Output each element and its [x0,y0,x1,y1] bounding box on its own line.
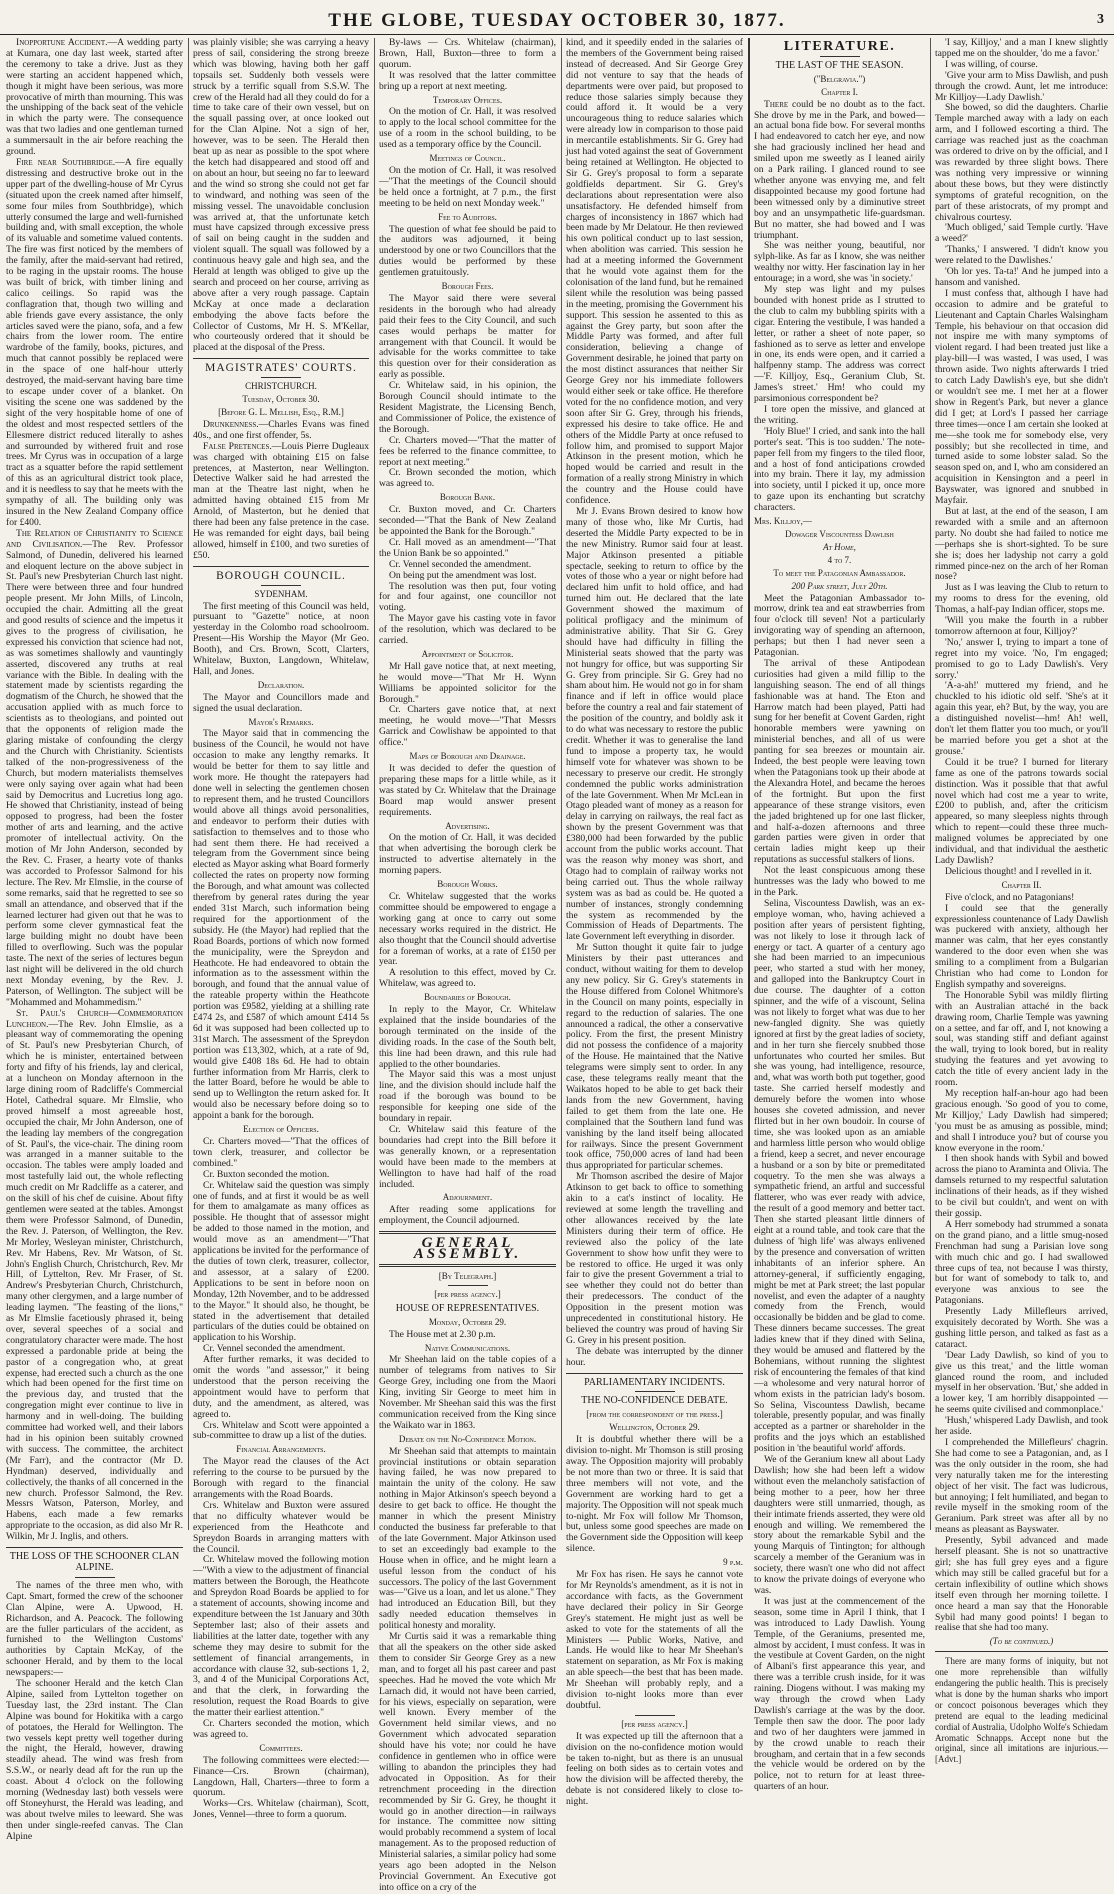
subheading: CHRISTCHURCH. [245,381,317,392]
section-heading: PARLIAMENTARY INCIDENTS. [584,1376,725,1388]
section-heading: THE LOSS OF THE SCHOONER CLAN ALPINE. [9,1551,180,1573]
article-paragraph: But at last, at the end of the season, I am rewarded with a smile and an afternoon party. No doubt she had failed to notice me—perhaps she is short-sighted. To be sure she is; does her ladyship not carry a gold rimmed pince-nez on the arch of her Roman nose? [935,505,1108,583]
column-1 [6,37,184,1842]
article-paragraph [6,158,183,529]
article-paragraph: I then shook hands with Sybil and bowed across the piano to Araminta and Olivia. The damsels returned to my respectful salutation inclinations of their heads, as if they wished to be civil but couldn't, and went on with their gossip. [935,1153,1108,1219]
page-number: 3 [1097,12,1104,27]
invitation-line: Dowager Viscountess Dawlish [785,528,894,539]
article-paragraph: The arrival of these Antipodean curiosities had given a mild fillip to the languishing season. The end of all things fashionable was at hand. The Eton and Harrow match had been played, Patti had sung for her benefit at Covent Garden, right honorable members were yawning on ministerial benches, and all of us were panting for sea breezes or mountain air. Indeed, the best people were leaving town when the Patagonians took up their abode at the Alexandra Hotel, and became the heroes of the fortnight. But upon the first appearance of these strange visitors, even the jaded brightened up for one last flicker, and half-a-dozen afternoons and three garden parties were given in order that certain ladies might keep up their reputations as successful stalkers of lions. [754,657,925,866]
paragraph-lead: False Pretences. [203,440,272,452]
article-paragraph: Selina, Viscountess Dawlish, was an ex-employe woman, who, having achieved a position after years of persistent fighting, was not likely to lose it through lack of energy or tact. A quarter of a century ago she had been married to an impecunious peer, who started a stud with her money, and galloped into the Bankruptcy Court in due course. The daughter of a cotton spinner, and the wife of a viscount, Selina was not likely to forget what was due to her new-fangled dignity. She was quietly ignored at first by the great ladies of society, and in her turn she fiercely snubbed those unfortunates who courted her smiles. But she was young, had intelligence, resource, and, what was worth both put together, good taste. She carried herself modestly and demurely before the women into whose houses she coveted admission, and never flirted but in her own boudoir. In course of time, she was looked upon as an amiable and harmless little person who would oblige a friend, keep a secret, and never encourage a husband or a son by bite or premeditated coquetry. To the men she was always a sympathetic friend, an artful and successful flatterer, who was ever ready with advice, the result of a good memory and better tact. Then she started pleasant little dinners of eight at a round table, and took care that the dulness of 'high life' was always enlivened by the presence and conversation of written inhabitants of an inferior sphere. An attorney-general, if sufficiently engaging, might be met at Park street; the last popular novelist, and even the adapter of a naughty comedy from the French, would occasionally be bidden and be glad to come. These dinners became successes. The great ladies knew that if they dined with Selina, they would be amused and flattered by the Bohemians, without running the slightest risk of encountering the females of that kind—a wholesome and very natural horror of whom exists in the patrician lady's bosom. So Selina, Viscountess Dawlish, became tolerable, presently popular, and was finally accepted as a partner or shareholder in the profits and the joys which an established position in 'the beautiful world' affords. [754,897,925,1455]
article-paragraph: The Mayor said that in commencing the business of the Council, he would not have occasion to make any lengthy remarks. It would be better for them to say little and work more. He thought the ratepayers had done well in selecting the gentlemen chosen to represent them, and he trusted Councillors would above all things avoid personalities, and endeavor to perform their duties with satisfaction to themselves and to those who had sent them there. He had received a telegram from the Government since being elected as Mayor asking what Board formerly collected the rates on property now forming the Borough, and what amount was collected therefrom by general rates during the year ended 31st March, such information being required for the apportionment of the subsidy. He (the Mayor) had replied that the Road Boards, portions of which now formed the municipality, were the Spreydon and Heathcote. He had endeavored to obtain the information as to the assessment within the borough, and found that the annual value of the rateable property within the Heathcote portion was £9582, yielding at a shilling rate £474 2s, and £587 of which amount £414 5s 6d it was supposed had been collected up to 31st March. The assessment of the Spreydon portion was £13,302, which, at a rate of 9d, would give £408 18s 6d. He had to obtain further information from Mr Harris, clerk to the latter Board, before he would be able to send up to Wellington the return asked for. It would also be necessary before doing so to appoint a bank for the borough. [193,728,369,1122]
paragraph-lead: Fire near Southbridge. [16,156,116,168]
subheading: Election of Officers. [243,1124,319,1135]
subheading: Adjournment. [442,1192,493,1203]
article-paragraph: Cr. Vennel seconded the amendment. [203,1343,346,1355]
section-heading: THE NO-CONFIDENCE DEBATE. [581,1395,728,1407]
subheading: Borough Bank. [439,492,496,503]
article-paragraph: Mr Sutton thought it quite fair to judge Ministers by their past utterances and conduct, without waiting for them to develop any new policy. Sir G. Grey's statements in the House differed from Colonel Whitmore's in the Council on many points, especially in regard to the reduction of salaries. The one announced a radical, the other a conservative policy. From the first, the present Ministry did not possess the confidence of a majority of the House. He maintained that the Native telegrams were simply sent to order. In any case, these telegrams really meant that the Waikatos hoped to be able to get back their lands from the new Government, having failed to get them from the late one. He complained that the Southern land fund was vanishing by the land itself being allocated for railways. Since the present Government took office, 750,000 acres of land had been thus appropriated for particular schemes. [566,942,743,1172]
article-paragraph: The question of what fee should be paid to the auditors was adjourned, it being understood by one or two Councillors that the duties would be performed by these gentlemen gratuitously. [379,223,556,279]
paragraph-text: —The Rev. Professor Salmond, of Dunedin, delivered his learned and eloquent lecture on the above subject in St. Paul's new Presbyterian Church last night. There were between three and four hundred people present. Mr John Mills, of Lincoln, occupied the chair. Admitting all the great and good results of science and the impetus it gives to the progress of civilisation, he expressed his conviction that science had not, as was sometimes shallowly and vauntingly asserted, discovered any truths at real variance with the Bible. In dealing with the statement made by scientists regarding the dogmatism of the Church, he showed that the accusation applied with as much force to scientists as to theologians, and pointed out that the opponents of religion made the glaring mistake of confounding the clergy and the Church with Christianity. Scientists talked of the non-progressiveness of the Church, but modern materialists themselves were only saying over again what had been said by Democritus and Lucretius long ago. He showed that Christianity, instead of being opposed to progress, had been the foster mother of arts and learning, and the active promoter of intellectual activity. On the motion of Mr John Anderson, seconded by the Rev. C. Fraser, a hearty vote of thanks was accorded to Professor Salmond for his lecture. The Rev. Mr Elmslie, in the course of some remarks, said that he regretted to see so small an attendance, and observed that if the learned lecturer had given out that he was to perform some clever gymnastical feat the large building might no doubt have been filled to overflowing. Such was the popular taste. The next of the series of lectures begun last night will be delivered in the old church next Monday evening, by the Rev. J. Paterson, of Wellington. The subject will be "Mohammed and Mohammedism." [6,538,184,1008]
article-paragraph: Cr. Whitelaw said the question was simply one of funds, and at first it would be as well for them to amalgamate as many offices as possible. He thought that of assessor might be added to those named in the motion, and would move as an amendment—"That applications be invited for the performance of the duties of town clerk, treasurer, collector, and assessor, at a salary of £200. Applications to be sent in before noon on Monday, 12th November, and to be addressed to the Mayor." It should also, he thought, be stated in the advertisement that detailed particulars of the duties could be obtained on application to his Worship. [193,1179,369,1344]
date-line: Monday, October 29. [428,1316,507,1327]
column-rule [188,38,189,1530]
article-paragraph: After further remarks, it was decided to omit the words "and assessor," it being understood that the person receiving the appointment would have to perform that duty, and the amendment, as altered, was agreed to. [193,1354,369,1420]
article-paragraph [754,100,925,242]
column-rule [930,38,931,1530]
correspondent-line: [from the correspondent of the press.] [586,1409,723,1420]
article-paragraph: Cr. Whitelaw said, in his opinion, the Borough Council should intimate to the Resident Magistrate, the Licensing Bench, and Commissioner of Police, the existence of the Borough. [379,380,556,435]
article-paragraph: The Mayor said there were several residents in the borough who had already paid their fees to the City Council, and such cases would perhaps be matter for arrangement with that Council. It would be advisable for the works committee to take this question over for their consideration as early as possible. [379,292,556,381]
section-divider [566,1373,743,1374]
agency-line: [per press agency.] [621,1718,688,1729]
section-heading: LITERATURE. [783,39,896,54]
invitation-line: 4 to 7. [827,554,852,565]
article-paragraph: We of the Geranium knew all about Lady Dawlish; how she had been left a widow without even the melancholy satisfaction of being mother to a peer, how her three daughters were still unmarried, though, as their intimate friends asserted, they were old enough and willing. We remembered the story about the remarkable Sybil and the young Marquis of Tintington; for although scarcely a member of the Geranium was in society, there wasn't one who did not affect to know the private doings of everyone who was. [754,1454,925,1596]
article-paragraph: Could it be true? I burned for literary fame as one of the patrons towards social distinction. Was it possible that that awful novel which had cost me a year to write, £200 to publish, and, after the criticism appeared, so many sleepless nights through which to repent—could these three much-maligned volumes be appreciated by one individual, and that individual the aesthetic Lady Dawlish? [935,756,1108,866]
article-paragraph: The first meeting of this Council was held, pursuant to "Gazette" notice, at noon yesterday in the Colombo road schoolroom. Present—His Worship the Mayor (Mr Geo. Booth), and Crs. Brown, Scott, Clarters, Whitelaw, Buxton, Langdown, Whitelaw, Hall, and Jones. [193,600,369,677]
article-paragraph: Cr. Brown seconded the motion, which was agreed to. [379,467,556,490]
article-paragraph: 'Will you make the fourth in a rubber tomorrow afternoon at four, Killjoy?' [935,615,1108,637]
article-paragraph: Cr. Buxton moved, and Cr. Charters seconded—"That the Bank of New Zealand be appointed the Bank for the Borough." [379,504,556,537]
subheading: Advertising. [445,820,490,831]
article-paragraph: Mr Curtis said it was a remarkable thing that all the speakers on the other side asked them to consider Sir George Grey as a new man, and to forget all his past career and past speeches. Had he moved the vote which Mr Larnach did, it would not have been carried, for his views, especially on separation, were well known. Every member of the Government held similar views, and no Government which advocated separation should have his vote; nor could he have confidence in gentlemen who in office were willing to abandon the principles they had advocated in Opposition. As for their retrenchment proceeding in the direction recommended by Sir G. Grey, he thought it would go in another direction—in railways for instance. The committee now sitting would probably recommend a system of local management. As to the proposed reduction of Ministerial salaries, a similar policy had some years ago been adopted in the Nelson Provincial Government. An Executive got into office on a cry of the [379,1631,556,1893]
article-paragraph: The names of the three men who, with Capt. Smart, formed the crew of the schooner Clan Alpine, were A. Upwood, H. Richardson, and A. Peacock. The following are the fuller particulars of the accident, as furnished to the Wellington Customs' authorities by Captain McKay, of the schooner Herald, and by them to the local newspapers:— [6,1579,183,1679]
article-paragraph: Cr. Charters gave notice that, at next meeting, he would move—"That Messrs Garrick and Cowlishaw be appointed to that office." [379,704,556,749]
section-divider [379,1231,556,1234]
heading-rule [820,56,860,57]
section-heading: HOUSE OF REPRESENTATIVES. [395,1302,540,1314]
article-paragraph: Cr. Charters seconded the motion, which was agreed to. [193,1718,369,1740]
section-divider [935,1651,1108,1652]
article-paragraph: 'Oh lor yes. Ta-ta!' And he jumped into a hansom and vanished. [935,266,1108,288]
article-paragraph [6,529,183,1009]
section-divider [6,1547,183,1548]
invitation-line: Mrs. Killjoy,— [754,516,812,527]
subheading: Borough Fees. [441,281,494,292]
source-line: ("Belgravia.") [813,73,866,84]
paragraph-text: —Charles Evans was fined 40s., and one first offender, 5s. [193,418,369,441]
article-paragraph: Mr Fox has risen. He says he cannot vote for Mr Reynolds's amendment, as it is not in accordance with facts, as the Government have declared their policy in Sir George Grey's statement. He might just as well be asked to vote for the statements of all the Ministers — Public Works, Native, and Lands. He would like to hear Mr Sheehan's statement on separation, as Mr Fox is making an able speech—the best that has been made. Mr Sheehan will probably reply, and a division to-night looks more than ever doubtful. [566,1569,743,1711]
advertisement: There are many forms of iniquity, but not one more reprehensible than wilfully endangering the public health. This is precisely what is done by the human sharks who import or concoct poisonous beverages which they pretend are equal to the leading medicinal cordial of Australia, Udolpho Wolfe's Schiedam Aromatic Schnapps. Accept none but the original, since all imitations are injurious.—[Advt.] [935,1656,1108,1765]
column-6 [935,37,1108,1765]
subheading: Committees. [259,1742,303,1753]
article-paragraph: 'Dear Lady Dawlish, so kind of you to give us this treat,' and the little woman glanced round the room, and included myself in her observation. 'But,' she added in a lower key, 'I am horribly disappointed —he seems quite civilised and commonplace.' [935,1349,1108,1416]
paragraph-text: —A fire equally distressing and destructive broke out in the upper part of the dwelling-house of Mr Cyrus (situated upon the creek named after himself, some four miles from Southbridge), which utterly consumed the large and well-furnished building and, with small exception, the whole of its valuable and sometime valued contents. The fire was first noticed by the members of the family, after the maid-servant had retired, to be raging in the upstair rooms. The house was built of brick, with timber lining and calico ceilings. So rapid was the conflagration that, though two willing and able friends gave every assistance, the only articles saved were the piano, sofa, and a few chairs from the lower room. The entire wardrobe of the family, books, pictures, and much that cannot possibly be replaced were in the space of one half-hour utterly destroyed, the maid-servant having bare time to escape under cover of a blanket. On visiting the scene one was saddened by the sight of the very hospitable home of one of the oldest and most respected settlers of the Ellesmere district reduced literally to ashes and surrounded by withered fruit and rose trees. Mr Cyrus was in occupation of a large tract as a squatter before the rapid settlement of this as an agricultural district took place, and it is needless to say that he meets with the sympathy of all. The building only was insured in the New Zealand Company office for £400. [6,156,183,528]
article-paragraph: I comprehended the Millefleurs' chagrin. She had come to see a Patagonian, and, as I was the only outsider in the room, she had very naturally taken me for the interesting object of her visit. The fact was ludicrous, but annoying; I felt humiliated, and began to revile myself in the smoking room of the Geranium. Park street was after all by no means as pleasant as Bayswater. [935,1437,1108,1536]
article-paragraph: My step was light and my pulses bounded with honest pride as I strutted to the club to calm my bubbling spirits with a cigar. Entering the vestibule, I was handed a letter, or rather a sheet of note paper, so fashioned as to serve as letter and envelope in one, its ends were open, and it carried a halfpenny stamp. The address was correct—'F. Killjoy, Esq., Geranium Club, St. James's street.' Hm! who could my parsimonious correspondent be? [754,284,925,405]
article-paragraph: On the motion of Cr. Hall, it was resolved to apply to the local school committee for the use of a room in the school building, to be used as a temporary office by the Council. [379,106,556,151]
article-paragraph: The schooner Herald and the ketch Clan Alpine, sailed from Lyttelton together on Tuesday last, the 23rd instant. The Clan Alpine was bound for Hokitika with a cargo of potatoes, the Herald for Wellington. The two vessels kept pretty well together during the night, the Herald, however, drawing steadily ahead. The wind was fresh from S.S.W., or nearly dead aft for the run up the coast. About 4 o'clock on the following morning (Wednesday last) both vessels were off Stoneyhurst, the Herald was leading, and was about twelve miles to leeward. She was then under single-reefed canvas. The Clan Alpine [6,1678,183,1842]
date-line: Tuesday, October 30. [242,394,320,405]
article-paragraph: It is doubtful whether there will be a division to-night. Mr Thomson is still prosing away. The Opposition majority will probably be not more than two or three. It is said that three members will not vote, and the Government are working hard to get a majority. The Opposition will not speak much to-night. Mr Fox will follow Mr Thomson, but, unless some good speeches are made on the Government side the Opposition will keep silence. [566,1434,743,1555]
article-paragraph: Delicious thought! and I revelled in it. [945,865,1092,877]
column-rule [748,38,750,1530]
column-3 [379,37,556,1893]
article-paragraph: On being put the amendment was lost. [389,569,537,581]
date-line: Wellington, October 29. [609,1422,700,1433]
article-paragraph: Not the least conspicuous among these huntresses was the lady who bowed to me in the Park. [754,865,925,898]
article-paragraph: Meet the Patagonian Ambassador to-morrow, drink tea and eat strawberries from four o'clock till seven! Not a particularly invigorating way of spending an afternoon, perhaps; but then I had never seen a Patagonian. [754,592,925,659]
continued-note: (To be continued.) [989,1636,1054,1647]
article-paragraph: The Mayor read the clauses of the Act referring to the course to be pursued by the Borough with regard to the financial arrangements with the Road Boards. [193,1456,369,1500]
article-paragraph: It was just at the commencement of the season, some time in April I think, that I was introduced to Lady Dawlish. Young Temple, of the Geraniums, presented me, almost by accident, I must confess. It was in the vestibule at Covent Garden, on the night of Albani's first appearance this year, and there was a terrible crush inside, for it was raining. Diogens without. I was making my way through the crowd when Lady Dawlish's carriage at the was by the door. Temple then saw the door. The poor lady and two of her daughters were jammed in by the crowd unable to reach their brougham, and certain that in a few seconds the vehicle would be ordered on by the police, not to return for at least three-quarters of an hour. [754,1595,925,1793]
section-divider [379,1264,556,1267]
article-paragraph: I must confess that, although I have had occasion to admire and be grateful to Lieutenant and Captain Charles Walsingham Temple, his behaviour on that occasion did not inspire me with many symptoms of violent regard. I had been treated just like a play-bill—I was wasted, I was used, I was thrown aside. Two nights afterwards I tried to catch Lady Dawlish's eye, but she didn't or wouldn't see me. I met her at a flower show in Regent's Park, but never a glance did I get; at Lord's I passed her carriage three times—once I am certain she looked at me—she took me for somebody else, very possibly; but she recollected in time, and turned aside to some lobster salad. So the season sped on, and I, who am considered an acquisition in Kensington and a peerl in Bayswater, was ignored and snubbed in Mayfair. [935,287,1108,507]
subheading: SYDENHAM. [254,588,308,599]
article-paragraph: 'Much obliged,' said Temple curtly. 'Have a weed?' [935,222,1108,245]
subheading: Appointment of Solicitor. [421,648,514,659]
article-paragraph: 'Hush,' whispered Lady Dawlish, and took her aside. [935,1415,1108,1438]
article-paragraph: 'Give your arm to Miss Dawlish, and push through the crowd. Aunt, let me introduce: Mr Killjoy—Lady Dawlish.' [935,69,1108,103]
article-paragraph: Cr. Hall moved as an amendment—"That the Union Bank be so appointed." [379,536,556,559]
section-divider [193,358,369,359]
article-paragraph: In reply to the Mayor, Cr. Whitelaw explained that the inside boundaries of the borough terminated on the inside of the dividing roads. In the case of the South belt, this line had been drawn, and this rule had applied to the other boundaries. [379,1004,556,1070]
article-paragraph: Cr. Buxton seconded the motion. [203,1168,330,1180]
article-paragraph: Cr. Whitelaw said this feature of the boundaries had crept into the Bill before it was generally known, or a representation would have been made to the members at Wellington to have had half of the road included. [379,1124,556,1190]
invitation-line: To meet the Patagonian Ambassador. [773,567,906,578]
article-paragraph: She was neither young, beautiful, nor sylph-like. As far as I know, she was neither wealthy nor witty. Her fascination lay in her entourage; in a word, she was 'in society.' [754,240,925,285]
subheading: Meetings of Council. [429,153,506,164]
column-4 [566,37,743,1808]
article-paragraph: The following committees were elected:— Finance—Crs. Brown (chairman), Langdown, Hall, Charters—three to form a quorum. [193,1754,369,1799]
article-paragraph: I tore open the missive, and glanced at the writing. [754,404,925,426]
article-paragraph: The Mayor said this was a most unjust line, and the division should include half the road if the borough was bound to be responsible for keeping one side of the boundary in repair. [379,1069,556,1125]
article-paragraph: Presently Lady Millefleurs arrived, exquisitely decorated by Worth. She was a gushing little person, and talked as fast as a cataract. [935,1306,1108,1350]
article-paragraph: 'I say, Killjoy,' and a man I knew slightly tapped me on the shoulder, 'do me a favor.' [935,37,1108,59]
column-rule [374,38,375,1530]
magistrate-line: [Before G. L. Mellish, Esq., R.M.] [218,407,344,417]
article-paragraph: Cr. Whitelaw moved the following motion—"With a view to the adjustment of financial matters between the Borough, the Heathcote and Spreydon Road Boards be applied to for a statement of accounts, showing income and expenditure between the 1st January and 30th September last; also of their assets and liabilities at the latter date, together with any scheme they may desire to submit for the settlement of financial arrangements, in accordance with clause 32, sub-sections 1, 2, 3, and 4 of the Municipal Corporations Act, and that the clerk, in forwarding the resolution, request the Road Boards to give the matter their earliest attention." [193,1554,369,1719]
article-paragraph: Mr Hall gave notice that, at next meeting, he would move—"That Mr H. Wynn Williams be appointed solicitor for the Borough." [379,660,556,705]
article-paragraph: I could see that the generally expressionless countenance of Lady Dawlish was puckered with anxiety, although her manner was calm, that her eyes constantly wandered to the door even when she was smiling to a compliment from a Bulgarian Christian who had come to London for English sympathy and sovereigns. [935,902,1108,990]
article-paragraph: Cr. Charters moved—"That the matter of fees be referred to the finance committee, to report at next meeting." [379,434,556,468]
paragraph-lead: Inopportune Accident. [16,37,108,48]
section-heading: GENERAL ASSEMBLY. [413,1235,522,1263]
heading-rule [75,1577,115,1578]
heading-rule [261,585,301,586]
section-divider [193,566,369,567]
column-5 [754,38,925,1793]
article-paragraph: Presently, Sybil advanced and made herself pleasant. She is not so unattractive girl; she has full grey eyes and a figure which may still be called graceful but for a certain inflexibility of outline which shows itself even through her morning toilette. I once heard a man say that the Honorable Sybil had many good points! I began to realise that she had too many. [935,1535,1108,1634]
article-paragraph [193,442,369,562]
article-paragraph: My reception half-an-hour ago had been gracious enough. 'So good of you to come, Mr Killjoy,' Lady Dawlish had simpered; 'you must be as amusing as possible, mind; and shall I introduce you? but of course you know everyone in the room.' [935,1088,1108,1154]
subheading: Mayor's Remarks. [248,716,314,727]
paragraph-lead: Drunkenness. [203,418,259,430]
article-paragraph: Mr Sheehan said that attempts to maintain provincial institutions or obtain separation having failed, he was now prepared to maintain the unity of the colony. He saw nothing in Major Atkinson's speech beyond a desire to get back to office. He thought the manner in which the present Ministry conducted the business far preferable to that of the late Government. Major Atkinson used to set an exceedingly bad example to the House when in office, and he might learn a useful lesson from the conduct of his successors. The policy of the last Government was—"Give us a loan, and let us alone." They had introduced an Education Bill, but they sadly needed education themselves in political honesty and morality. [379,1445,556,1632]
paragraph-lead: The Relation of Christianity to Science and Civilisation. [6,527,183,550]
paragraph-text: —A wedding party at Kumara, one day last week, started after the ceremony to take a drive. Just as they were starting an accident happened which, though it might have been serious, was more provocative of mirth than mourning. This was the unshipping of the back seat of the vehicle in which the party were. The consequence was that two ladies and one gentleman turned a summersault in the air before reaching the ground. [6,37,183,158]
subheading: Boundaries of Borough. [424,992,511,1003]
heading-rule [448,1285,488,1286]
article-paragraph [6,1009,183,1543]
article-paragraph: A resolution to this effect, moved by Cr. Whitelaw, was agreed to. [379,967,556,990]
article-paragraph: It was expected up till the afternoon that a division on the no-confidence motion would be taken to-night, but as there is an unusual feeling on both sides as to certain votes and how the division will be affected thereby, the debate is not considered likely to close to-night. [566,1730,743,1808]
paragraph-text: —The Rev. John Elmslie, as a pleasant way of commemorating the opening of St. Paul's new Presbyterian Church, of which he is minister, entertained between forty and fifty of his friends, lay and clerical, at a luncheon on Monday afternoon in the large dining room of Radcliffe's Commercial Hotel, Cathedral square. Mr Elmslie, who proved himself a most agreeable host, occupied the chair, Mr John Anderson, one of the leading lay members of the congregation of St. Paul's, the vice-chair. The dining room was arranged in a manner suitable to the occasion. The tables were amply loaded and most tastefully laid out, the whole reflecting much credit on Mr Radcliffe as a caterer, and on the skill of his chef de cuisine. About fifty gentlemen were seated at the tables. Amongst them were Professor Salmond, of Dunedin, the Rev. J. Paterson, of Wellington, the Rev. Mr Morley, Wesleyan minister, Christchurch, Rev. Mr Habens, Rev. Mr Watson, of St. John's English Church, Christchurch, Rev. Mr Hill, of Lyttelton, Rev. Mr Fraser, of St. Andrew's Presbyterian Church, Christchurch, many other clergymen, and a large number of leading laymen. "The feasting of the lions," as Mr Elmslie facetiously phrased it, being over, several speeches of a social and congratulatory character were made. The host expressed a pardonable pride at being the pastor of a congregation who, at great expense, had erected such a church as the one which had been opened for the first time on the previous day, and trusted that the congregation might ever continue to live in harmony and in well-doing. The building committee had worked well, and their labors had in his opinion been suitably crowned with success. The committee, the architect (Mr Farr), and the contractor (Mr D. Hyndman) deserved, individually and collectively, the thanks of all concerned in the new church. Professor Salmond, the Rev. Messrs Watson, Paterson, Morley, and Habens, each made a few remarks appropriate to the occasion, as did also Mr R. Wilkin, Mr J. Inglis, and others. [6,1018,183,1543]
agency-line: [per press agency.] [434,1288,501,1299]
time-stamp: 9 p.m. [723,1557,743,1568]
article-paragraph: The House met at 2.30 p.m. [389,1328,496,1340]
article-paragraph: Just as I was leaving the Club to return to my rooms to dress for the evening, old Thomas, a half-pay Indian officer, stops me. [935,582,1108,616]
article-paragraph: Cr. Whitelaw suggested that the works committee should be empowered to engage a working gang at once to carry out some necessary works required in the district. He also thought that the Council should advertise for a foreman of works, at a rate of £150 per year. [379,890,556,968]
section-heading: BOROUGH COUNCIL. [216,569,346,582]
article-paragraph: Mr Sheehan laid on the table copies of a number of telegrams from natives to Sir George Grey, including one from the Maori King, inviting Sir George to meet him in November. Mr Sheehan said this was the first communication received from the King since the Waikato war in 1863. [379,1354,556,1431]
invitation-line: At Home, [823,541,856,552]
heading-rule [635,1715,675,1716]
chapter-heading: Chapter I. [821,86,858,97]
chapter-heading: Chapter II. [1001,879,1042,890]
article-paragraph: Works—Crs. Whitelaw (chairman), Scott, Jones, Vennel—three to form a quorum. [193,1798,369,1821]
subheading: Debate on the No-Confidence Motion. [398,1433,537,1444]
article-paragraph: A Herr somebody had strummed a sonata on the grand piano, and a little smug-nosed Frenchman had sung a Parisian love song with much chic and go. I had swallowed three cups of tea, not because I was thirsty, but for want of somebody to talk to, and everyone was anxious to see the Patagonians. [935,1218,1108,1307]
article-paragraph [6,38,183,158]
subheading: Maps of Borough and Drainage. [409,751,526,762]
article-paragraph: Crs. Whitelaw and Scott were appointed a sub-committee to draw up a list of the duties. [193,1419,369,1442]
article-paragraph: On the motion of Cr. Hall, it was resolved—"That the meetings of the Council should be held once a fortnight, at 7 p.m., the first meeting to be held on next Monday week." [379,164,556,209]
article-paragraph: It was decided to defer the question of preparing these maps for a little while, as it was stated by Cr. Whitelaw that the Drainage Board map would answer present requirements. [379,763,556,818]
article-paragraph: The Mayor and Councillors made and signed the usual declaration. [193,691,369,714]
masthead [0,6,1114,35]
article-paragraph: The Mayor gave his casting vote in favor of the resolution, which was declared to be carried. [379,613,556,647]
subheading: Native Communications. [424,1342,511,1353]
article-paragraph: I was willing, of course. [945,58,1038,70]
article-paragraph: The Honorable Sybil was mildly flirting with an Australian attaché in the back drawing room, Charlie Temple was yawning on a settee, and far off, and I, not knowing a soul, was standing stiff and defiant against the wall, trying to look bored, but in reality studying the features and yet avowing to catch the title of every ancient lady in the room. [935,989,1108,1089]
subheading: Borough Works. [437,879,498,890]
newspaper-title: THE GLOBE, TUESDAY OCTOBER 30, 1877. [328,10,786,31]
invitation-line: 200 Park street, July 20th. [791,580,888,591]
article-paragraph: Mr Thomson ascribed the desire of Major Atkinson to get back to office to something akin to a cat's instinct of locality. He reviewed at some length the travelling and other allowances received by the late Ministers during their term of office. He reviewed also the policy of the late Government to show how unfit they were to be restored to office. He urged it was only fair to give the present Government a trial to see whether they could not do better than their predecessors. The conduct of the Opposition in the present motion was unprecedented in constitutional history. He believed the country was proud of having Sir G. Grey in his present position. [566,1171,743,1346]
article-paragraph: was plainly visible; she was carrying a heavy press of sail, considering the strong breeze which was blowing, having both her gaff topsails set. Suddenly both vessels were struck by a terrific squall from S.S.W. The crew of the Herald had all they could do for a time to take care of their own vessel, but on the squall passing over, at once looked out for the Clan Alpine. Not a sign of her, however, was to be seen. The Herald then beat up as near as possible to the spot where the ketch had disappeared and stood off and on about an hour, but seeing no far to leeward and the wind so strong she could not get far to windward, and nothing was seen of the missing vessel. The unavoidable conclusion was arrived at, that the unfortunate ketch must have capsized through excessive press of sail on being caught in the sudden and violent squall. The squall was followed by a continuous heavy gale and high sea, and the Herald at length was obliged to give up the search and proceed on her course, arriving as above after a very rough passage. Captain McKay at once made a declaration embodying the above facts before the Collector of Customs, Mr H. S. M'Kellar, who courteously ordered that it should be placed at the disposal of the Press. [193,37,369,354]
article-paragraph: It was resolved that the latter committee bring up a report at next meeting. [379,69,556,92]
article-paragraph: 'A-a-ah!' muttered my friend, and he chuckled to his idiotic old self. 'She's at it again this year, eh? But, by the way, you are a distinguished novelist—hm! Ah! well, don't let them flatter you too much, or you'll be married before you get a shot at the grouse.' [935,680,1108,757]
article-paragraph: Cr. Vennel seconded the amendment. [389,558,532,570]
article-paragraph [193,420,369,442]
heading-rule [261,377,301,378]
article-paragraph: By-laws — Crs. Whitelaw (chairman), Brown, Hall, Buxton—three to form a quorum. [379,37,556,70]
paragraph-text: —Louis Pierre Dugleaux was charged with obtaining £15 on false pretences, at Masterton, near Wellington. Detective Walker said he had arrested the man at the Theatre last night, when he admitted having obtained £15 from Mr Arnold, of Masterton, but he denied that there had been any false pretence in the case. He was remanded for eight days, bail being allowed, himself in £100, and two sureties of £50. [193,440,370,561]
paragraph-lead: There [764,98,789,110]
article-paragraph: On the motion of Cr. Hall, it was decided that when advertising the borough clerk be instructed to advertise alternately in the morning papers. [379,832,556,877]
article-paragraph: 'No,' answer I, trying to impart a tone of regret into my voice. 'No, I'm engaged; promised to go to Lady Dawlish's. Very sorry.' [935,636,1108,681]
subheading: Fee to Auditors. [438,211,497,222]
paragraph-lead: St. Paul's Church—Commemoration Luncheon. [6,1007,183,1030]
article-paragraph: The resolution was then put, four voting for and four against, one councillor not voting. [379,580,556,614]
telegraph-line: [By Telegraph.] [438,1270,497,1281]
article-paragraph: 'Holy Blue!' I cried, and sank into the hall porter's seat. 'This is too sudden.' The note-paper fell from my fingers to the tiled floor, and a host of fond anticipations crowded into my brain. There it lay, my admission into society, until I picked it up, once more to gaze upon its enchanting but scratchy characters. [754,425,925,514]
article-paragraph: kind, and it speedily ended in the salaries of the members of the Government being raised instead of decreased. And Sir George Grey did not venture to say that the heads of departments were over paid, but proposed to reduce those salaries simply because they could afford it. It would be a very uncourageous thing to reduce salaries which were already low in comparison to those paid in mercantile establishments. Sir G. Grey had just had voted against the seat of Government being retained at Wellington. He objected to Sir G. Grey's proposal to form a separate goldfields department. Sir G. Grey's declarations about representation were also unsatisfactory. He defended himself from charges of inconsistency in 1867 which had been made by Mr Delatour. He then reviewed his own political conduct up to last session, when abolition was carried. This session he had at a meeting informed the Government that he would vote against them for the colonisation of the land fund, but he remained silent while the resolution was being passed in the meeting, promising the Government his support. This session he assented to this as against the Grey party, but soon after the Middle Party was formed, and after full consideration, believing a change of Government desirable, he joined that party on the most distinct assurances that neither Sir George Grey nor his immediate followers would either seek or take office. He therefore voted for the no confidence motion, and very soon after Sir G. Grey, through his friends, expressed his desire to take office. He and others of the Middle Party at once refused to follow him, and promised to support Major Atkinson in the present motion, which he hoped would be carried and result in the formation of a really strong Ministry in which the country and the House could have confidence. [566,37,743,507]
subheading: Temporary Offices. [432,94,503,105]
article-paragraph: 'Thanks,' I answered. 'I didn't know you were related to the Dawlishes.' [935,244,1108,267]
article-paragraph: After reading some applications for employment, the Council adjourned. [379,1204,556,1227]
column-2 [193,37,370,1821]
column-rule [561,38,562,1530]
article-paragraph: Crs. Whitelaw and Buxton were assured that no difficulty whatever would be experienced from the Heathcote and Spreydon Boards in arranging matters with the Council. [193,1499,369,1555]
subheading: Financial Arrangements. [236,1444,326,1455]
article-paragraph: Cr. Charters moved—"That the offices of town clerk, treasurer, and collector be combined." [193,1136,369,1169]
section-heading: MAGISTRATES' COURTS. [205,362,357,375]
article-paragraph: Mr J. Evans Brown desired to know how many of those who, like Mr Curtis, had deserted the Middle Party expected to be in the new Ministry. Rumor said four at least. Major Atkinson presented a pitiable spectacle, seeking to return to office by the votes of those who a year or night before had declared him unfit to hold office, and had turned him out. He declared that the late Government showed the maximum of political profligacy and the minimum of administrative ability. That Sir G. Grey should have had difficulty in filling the Ministerial seats showed that the party was not hungry for office, but was supporting Sir G. Grey from principle. Sir G. Grey had no sham about him. He would not go in for sham finance and if left in office would place before the country a real and fair statement of the position of the country, and boldly ask it to do what was necessary to restore the public credit. Whether it was to generalise the land fund to impose a property tax, he would himself vote for whatever was shown to be necessary to preserve our credit. He strongly condemned the public works administration of the late Government. When Mr McLean in Otago pleaded want of money as a reason for delay in carrying on railways, the real fact as shown by the present Government was that £380,000 had been forwarded by the public account from the public works account. That was the reason why money was short, and Otago had to complain of railway works not being carried out. Thus the whole railway system was as bad as could be. He quoted a number of instances, strongly condemning the system as recommended by the Commission of Heads of Departments. The late Government left everything in disorder. [566,505,743,943]
story-title: THE LAST OF THE SEASON. [775,59,904,71]
subheading: Declaration. [257,679,305,690]
article-paragraph: Five o'clock, and no Patagonians! [945,891,1075,903]
paragraph-text: could be no doubt as to the fact. She drove by me in the Park, and bowed—an actual bona fide bow. For several months I had endeavored to catch her eye, and now she had graciously inclined her head and smiled upon me sweetly as I leaned airily on a Park railing. I glanced round to see whether anyone was envying me, and felt disappointed because my good fortune had been witnessed only by a diminutive street boy and an unsympathetic life-guardsman. But no matter, she had bowed and I was triumphant. [754,98,925,241]
heading-rule [635,1391,675,1392]
article-paragraph: The debate was interrupted by the dinner hour. [566,1345,743,1368]
article-paragraph: She bowed, so did the daughters. Charlie Temple marched away with a lady on each arm, and I followed escorting a third. The carriage was reached just as the coachman was ordered to drive on by the official, and I was rewarded by three slight bows. There was nothing very impressive or winning about these bows, but they were distinctly symptoms of grateful recognition, on the part of these aristocrats, of my prompt and chivalrous courtesy. [935,102,1108,223]
